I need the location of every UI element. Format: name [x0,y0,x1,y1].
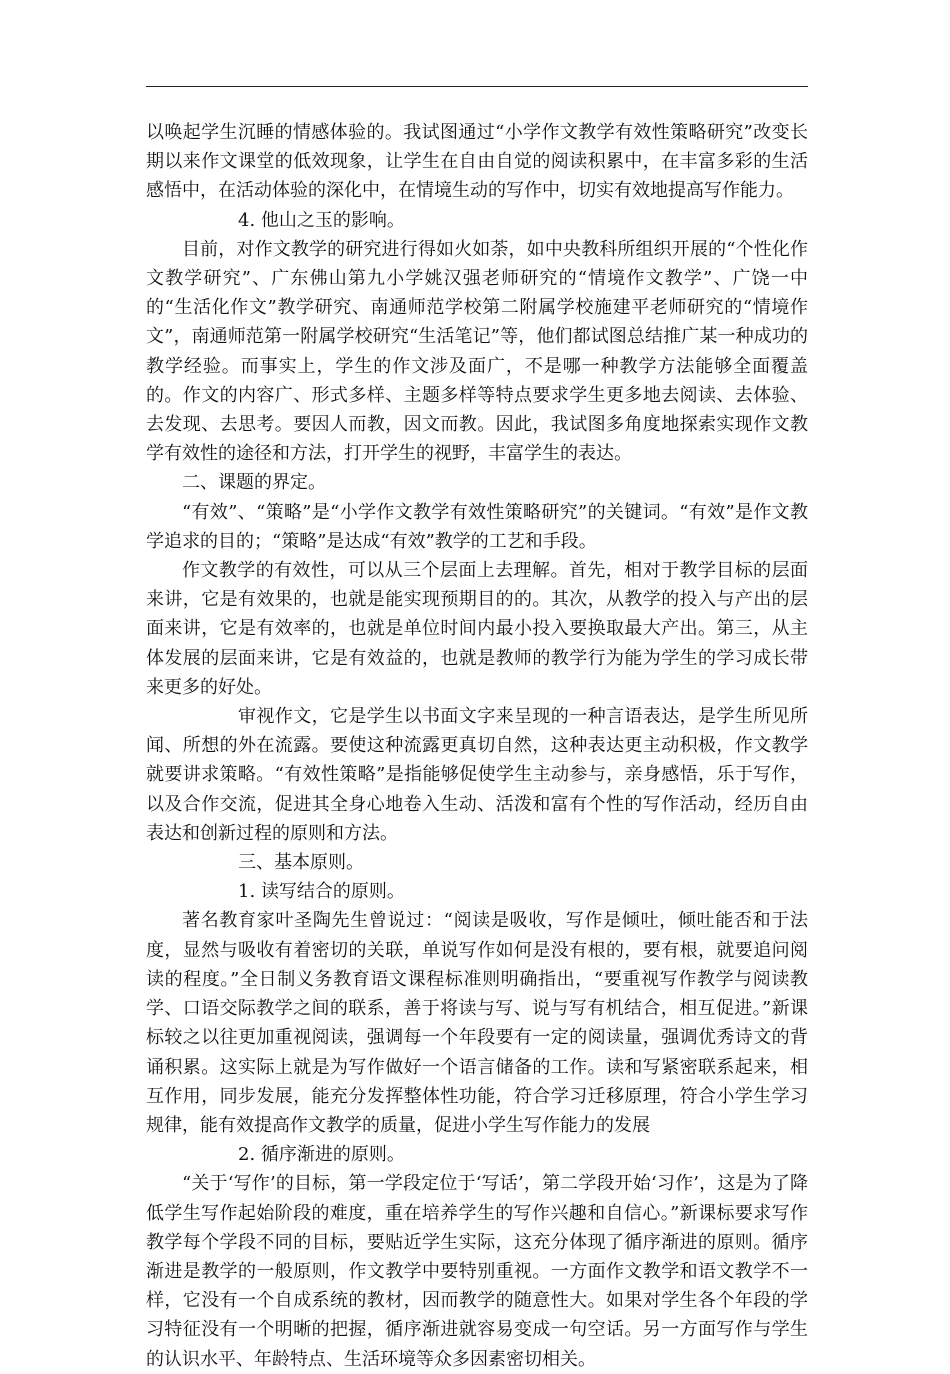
paragraph-2: 目前，对作文教学的研究进行得如火如荼，如中央教科所组织开展的“个性化作文教学研究”、广东佛山第九小学姚汉强老师研究的“情境作文教学”、广饶一中的“生活化作文”教学研究、南通师范学校第二附属学校施建平老师研究的“情境作文”，南通师范第一附属学校研究“生活笔记”等，他们都试图总结推广某一种成功的教学经验。而事实上，学生的作文涉及面广，不是哪一种教学方法能够全面覆盖的。作文的内容广、形式多样、主题多样等特点要求学生更多地去阅读、去体验、去发现、去思考。要因人而教，因文而教。因此，我试图多角度地探索实现作文教学有效性的途径和方法，打开学生的视野，丰富学生的表达。 [146,238,808,465]
section-heading-2: 二、课题的界定。 [182,472,326,494]
paragraph-5: 审视作文，它是学生以书面文字来呈现的一种言语表达，是学生所见所闻、所想的外在流露。要使这种流露更真切自然，这种表达更主动积极，作文教学就要讲求策略。“有效性策略”是指能够促使学生主动参与，亲身感悟，乐于写作，以及合作交流，促进其全身心地卷入生动、活泼和富有个性的写作活动，经历自由表达和创新过程的原则和方法。 [146,706,808,844]
section-heading-3: 三、基本原则。 [238,852,364,874]
document-body [146,118,808,1374]
paragraph-1: 以唤起学生沉睡的情感体验的。我试图通过“小学作文教学有效性策略研究”改变长期以来作文课堂的低效现象，让学生在自由自觉的阅读积累中，在丰富多彩的生活感悟中，在活动体验的深化中，在情境生动的写作中，切实有效地提高写作能力。 [146,122,808,202]
heading-4: 4. 他山之玉的影响。 [238,209,405,231]
paragraph-3: “有效”、“策略”是“小学作文教学有效性策略研究”的关键词。“有效”是作文教学追求的目的；“策略”是达成“有效”教学的工艺和手段。 [146,501,808,552]
paragraph-7: “关于‘写作’的目标，第一学段定位于‘写话’，第二学段开始‘习作’，这是为了降低学生写作起始阶段的难度，重在培养学生的写作兴趣和自信心。”新课标要求写作教学每个学段不同的目标，要贴近学生实际，这充分体现了循序渐进的原则。循序渐进是教学的一般原则，作文教学中要特别重视。一方面作文教学和语文教学不一样，它没有一个自成系统的教材，因而教学的随意性大。如果对学生各个年段的学习特征没有一个明晰的把握，循序渐进就容易变成一句空话。另一方面写作与学生的认识水平、年龄特点、生活环境等众多因素密切相关。 [146,1173,808,1370]
subheading-2: 2. 循序渐进的原则。 [238,1144,405,1166]
paragraph-4: 作文教学的有效性，可以从三个层面上去理解。首先，相对于教学目标的层面来讲，它是有效果的，也就是能实现预期目的的。其次，从教学的投入与产出的层面来讲，它是有效率的，也就是单位时间内最小投入要换取最大产出。第三，从主体发展的层面来讲，它是有效益的，也就是教师的教学行为能为学生的学习成长带来更多的好处。 [146,560,808,698]
subheading-1: 1. 读写结合的原则。 [238,881,405,903]
header-rule [146,86,808,87]
paragraph-6: 著名教育家叶圣陶先生曾说过：“阅读是吸收，写作是倾吐，倾吐能否和于法度，显然与吸收有着密切的关联，单说写作如何是没有根的，要有根，就要追问阅读的程度。”全日制义务教育语文课程标准则明确指出，“要重视写作教学与阅读教学、口语交际教学之间的联系，善于将读与写、说与写有机结合，相互促进。”新课标较之以往更加重视阅读，强调每一个年段要有一定的阅读量，强调优秀诗文的背诵积累。这实际上就是为写作做好一个语言储备的工作。读和写紧密联系起来，相互作用，同步发展，能充分发挥整体性功能，符合学习迁移原理，符合小学生学习规律，能有效提高作文教学的质量，促进小学生写作能力的发展 [146,910,808,1136]
